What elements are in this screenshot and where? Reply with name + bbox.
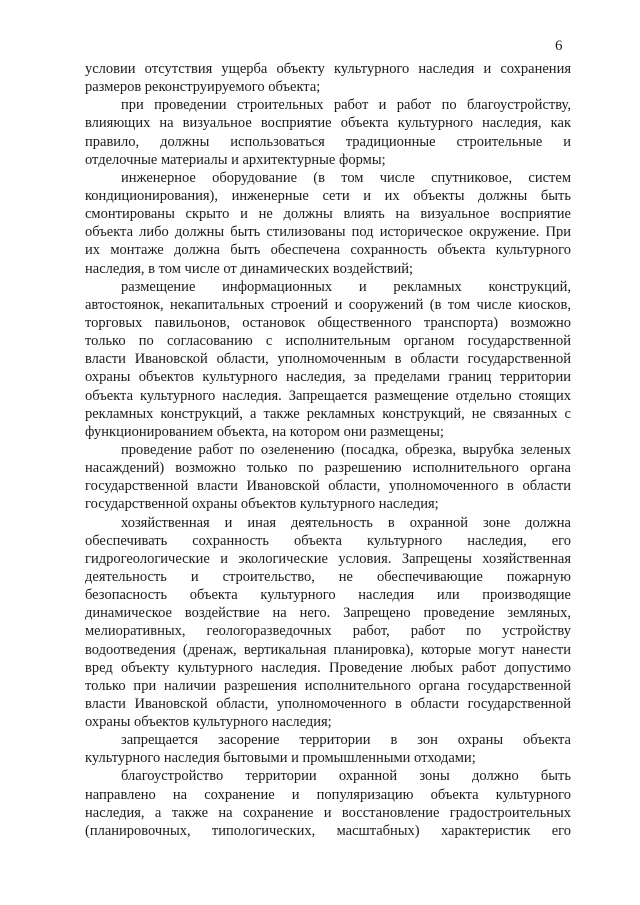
text-line: обеспечивать сохранность объекта культурного наследия, его [85, 532, 571, 549]
text-line: влияющих на визуальное восприятие объекта культурного наследия, как [85, 115, 571, 132]
text-line: их монтаже должна быть обеспечена сохранность объекта культурного [85, 242, 571, 259]
text-line: размеров реконструируемого объекта; [85, 79, 321, 96]
text-line: мелиоративных, геологоразведочных работ, работ по устройству [85, 623, 571, 640]
text-line: автостоянок, некапитальных строений и сооружений (в том числе киосков, [85, 296, 571, 313]
page-number: 6 [555, 38, 563, 54]
text-line: функционированием объекта, на котором они размещены; [85, 423, 444, 440]
text-line: наследия, в том числе от динамических воздействий; [85, 260, 414, 277]
text-line: вред объекту культурного наследия. Проведение любых работ допустимо [85, 659, 571, 676]
text-line: культурного наследия бытовыми и промышленными отходами; [85, 750, 476, 767]
text-line: правило, должны использоваться традиционные строительные и [85, 133, 571, 150]
text-line: инженерное оборудование (в том числе спутниковое, систем [121, 169, 571, 186]
text-line: власти Ивановской области, уполномоченного в области государственной [85, 695, 571, 712]
text-line: гидрогеологические и экологические условия. Запрещены хозяйственная [85, 550, 571, 567]
text-line: размещение информационных и рекламных конструкций, [121, 278, 571, 295]
text-line: безопасность объекта культурного наследия или производящие [85, 587, 571, 604]
text-line: насаждений) возможно только по разрешению исполнительного органа [85, 460, 571, 477]
text-line: власти Ивановской области, уполномоченным в области государственной [85, 351, 571, 368]
text-line: водоотведения (дренаж, вертикальная планировка), которые могут нанести [85, 641, 571, 658]
text-line: запрещается засорение территории в зон охраны объекта [121, 732, 571, 749]
text-line: проведение работ по озеленению (посадка, обрезка, вырубка зеленых [121, 441, 571, 458]
text-line: благоустройство территории охранной зоны должно быть [121, 768, 571, 785]
text-line: объекта культурного наследия. Запрещается размещение отдельно стоящих [85, 387, 571, 404]
text-line: смонтированы скрыто и не должны влиять на визуальное восприятие [85, 206, 571, 223]
text-line: охраны объектов культурного наследия; [85, 714, 332, 731]
text-line: хозяйственная и иная деятельность в охранной зоне должна [121, 514, 571, 531]
text-line: условии отсутствия ущерба объекту культурного наследия и сохранения [85, 61, 571, 77]
text-line: при проведении строительных работ и работ по благоустройству, [121, 97, 571, 114]
text-line: кондиционирования), инженерные сети и их объекты должны быть [85, 187, 571, 204]
text-line: рекламных конструкций, а также рекламных конструкций, не связанных с [85, 405, 571, 422]
document-body [85, 60, 571, 840]
text-line: охраны объектов культурного наследия, за пределами границ территории [85, 369, 571, 386]
text-line: (планировочных, типологических, масштабных) характеристик его [85, 822, 571, 839]
text-line: государственной власти Ивановской области, уполномоченного в области [85, 478, 571, 495]
text-line: динамическое воздействие на него. Запрещено проведение земляных, [85, 605, 571, 622]
text-line: только при наличии разрешения исполнительного органа государственной [85, 677, 571, 694]
text-line: деятельность и строительство, не обеспечивающие пожарную [85, 568, 571, 585]
text-line: государственной охраны объектов культурного наследия; [85, 496, 439, 513]
text-line: направлено на сохранение и популяризацию объекта культурного [85, 786, 571, 803]
text-line: отделочные материалы и архитектурные формы; [85, 151, 386, 168]
text-line: торговых павильонов, остановок общественного транспорта) возможно [85, 314, 571, 331]
text-line: только по согласованию с исполнительным органом государственной [85, 333, 571, 350]
text-line: наследия, а также на сохранение и восстановление градостроительных [85, 804, 571, 821]
text-line: объекта либо должны быть стилизованы под историческое окружение. При [85, 224, 571, 241]
